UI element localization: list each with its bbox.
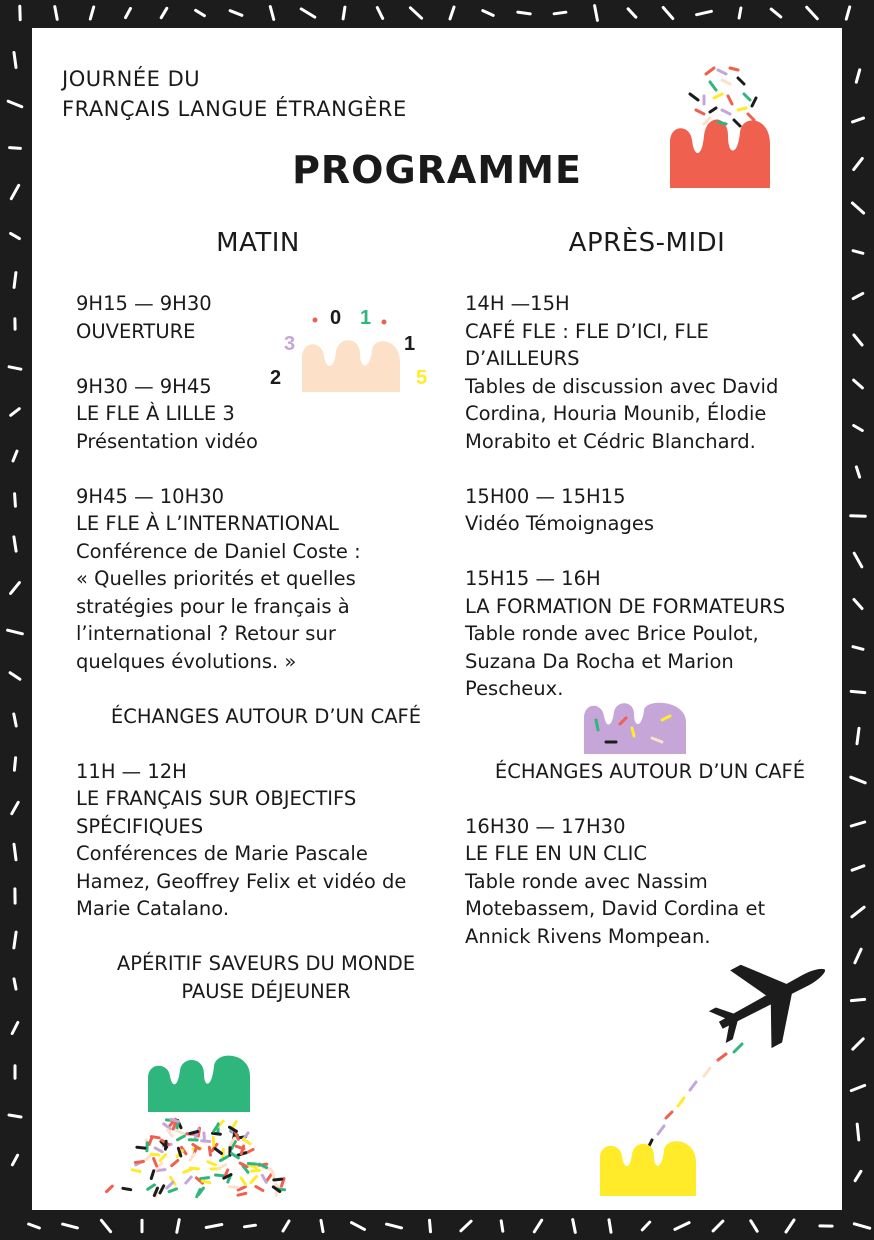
- session-title: LE FLE EN UN CLIC: [465, 842, 647, 865]
- border-dash: [14, 758, 15, 770]
- session-time: 15H15 — 16H: [465, 567, 601, 590]
- session-desc: Morabito et Cédric Blanchard.: [465, 429, 756, 453]
- border-dash: [196, 10, 205, 15]
- border-dash: [854, 335, 862, 345]
- cake-number: 3: [284, 333, 296, 355]
- session-desc: Hamez, Geoffrey Felix et vidéo de: [76, 869, 407, 893]
- apres-midi-heading: APRÈS-MIDI: [568, 228, 726, 258]
- border-dash: [63, 1224, 78, 1228]
- header-line-1: JOURNÉE DU: [62, 67, 201, 91]
- border-dash: [751, 1221, 757, 1231]
- border-dash: [14, 537, 16, 551]
- border-dash: [14, 979, 16, 989]
- session-title: LA FORMATION DE FORMATEURS: [465, 594, 786, 618]
- cake-number: 0: [330, 307, 342, 329]
- border-dash: [854, 426, 863, 431]
- border-dash: [851, 1085, 864, 1090]
- border-dash: [846, 7, 849, 19]
- green-cake-icon: [102, 1048, 312, 1200]
- sprinkle: [166, 1141, 167, 1149]
- sprinkle: [216, 1175, 224, 1176]
- sprinkle: [256, 1187, 263, 1191]
- session-title: LE FLE À LILLE 3: [76, 402, 235, 425]
- sprinkle: [167, 1130, 172, 1137]
- cake-number: 2: [270, 367, 282, 389]
- border-dash: [713, 1221, 723, 1231]
- sprinkle: [244, 1139, 251, 1144]
- border-dash: [14, 714, 16, 726]
- session-desc: Motebassem, David Cordina et: [465, 897, 766, 920]
- border-dash: [55, 7, 57, 20]
- border-dash: [177, 1220, 179, 1233]
- lunch-break: PAUSE DÉJEUNER: [181, 979, 351, 1003]
- border-dash: [851, 999, 864, 1000]
- header-line-2: FRANÇAIS LANGUE ÉTRANGÈRE: [62, 97, 407, 121]
- sprinkle: [208, 1162, 215, 1165]
- border-dash: [13, 451, 17, 461]
- border-dash: [851, 691, 865, 692]
- border-dash: [410, 8, 421, 18]
- sprinkle: [151, 1137, 159, 1138]
- border-dash: [450, 7, 454, 19]
- border-dash: [501, 1221, 503, 1231]
- border-dash: [10, 673, 20, 680]
- session-time: 9H45 — 10H30: [76, 484, 225, 508]
- sprinkle: [190, 1154, 195, 1161]
- sprinkle: [186, 1177, 191, 1183]
- event-header: [62, 64, 407, 124]
- border-dash: [853, 251, 863, 254]
- border-dash: [771, 9, 781, 17]
- page-title: PROGRAMME: [292, 148, 582, 192]
- border-dash: [483, 11, 493, 16]
- border-dash: [853, 293, 863, 298]
- sprinkle: [251, 1177, 256, 1183]
- border-dash: [854, 380, 863, 388]
- sprinkle: [155, 1148, 162, 1152]
- birthday-cake-icon: [264, 298, 440, 398]
- sprinkle: [171, 1119, 179, 1121]
- session-title: LE FLE À L’INTERNATIONAL: [76, 512, 339, 535]
- sprinkle: [176, 1130, 183, 1133]
- cake-number: 1: [360, 307, 372, 329]
- border-dash: [230, 11, 242, 16]
- border-dash: [857, 1124, 859, 1140]
- sprinkle: [160, 1186, 164, 1193]
- sprinkle: [151, 1171, 153, 1179]
- session-desc: Cordina, Houria Mounib, Élodie: [465, 402, 767, 425]
- session-time: 11H — 12H: [76, 759, 187, 783]
- session-title: SPÉCIFIQUES: [76, 814, 204, 838]
- border-dash: [853, 1039, 863, 1049]
- session-title: OUVERTURE: [76, 319, 196, 343]
- sprinkle: [169, 1189, 176, 1192]
- sprinkle: [204, 1133, 205, 1141]
- border-dash: [161, 8, 167, 17]
- border-dash: [675, 1223, 689, 1230]
- border-dash: [853, 118, 864, 122]
- border-dash: [377, 8, 382, 19]
- border-dash: [628, 9, 636, 17]
- border-dash: [534, 1220, 541, 1232]
- sprinkle: [167, 1182, 173, 1188]
- session-time: 9H15 — 9H30: [76, 292, 212, 315]
- border-dash: [29, 1224, 40, 1228]
- apres-midi-column: [465, 290, 835, 950]
- border-dash: [854, 158, 863, 169]
- session-time: 16H30 — 17H30: [465, 814, 626, 838]
- border-dash: [14, 273, 16, 288]
- border-dash: [301, 9, 315, 17]
- session-title: CAFÉ FLE : FLE D’ICI, FLE: [465, 319, 709, 343]
- session-desc: Marie Catalano.: [76, 897, 230, 920]
- sprinkle: [172, 1161, 178, 1166]
- sprinkle: [178, 1136, 185, 1140]
- border-dash: [14, 844, 16, 860]
- border-dash: [14, 932, 16, 948]
- border-dash: [343, 7, 345, 19]
- border-dash: [430, 1220, 431, 1231]
- session-desc: Vidéo Témoignages: [465, 512, 654, 535]
- sprinkle: [136, 1162, 144, 1163]
- border-dash: [518, 12, 530, 14]
- lilac-cake-icon: [582, 698, 688, 758]
- session-time: 9H30 — 9H45: [76, 374, 212, 398]
- border-dash: [786, 1220, 794, 1232]
- border-dash: [352, 1223, 365, 1230]
- border-dash: [321, 1220, 323, 1231]
- session-desc: Table ronde avec Nassim: [465, 869, 708, 893]
- session-desc: Annick Rivens Mompean.: [465, 924, 711, 948]
- border-dash: [12, 1023, 18, 1034]
- sprinkle: [137, 1147, 145, 1148]
- sprinkle: [184, 1170, 192, 1173]
- cake-number: 1: [404, 333, 416, 355]
- border-dash: [90, 7, 93, 19]
- sprinkle: [132, 1170, 140, 1172]
- border-dash: [206, 1225, 222, 1228]
- session-desc: Tables de discussion avec David: [465, 374, 779, 398]
- sprinkle: [267, 1175, 272, 1182]
- border-dash: [270, 7, 273, 20]
- border-dash: [852, 907, 864, 917]
- border-dash: [663, 8, 673, 19]
- session-desc: stratégies pour le français à: [76, 594, 350, 618]
- session-desc: l’international ? Retour sur: [76, 622, 336, 645]
- border-dash: [852, 866, 864, 870]
- border-dash: [854, 600, 862, 609]
- session-desc: Conférences de Marie Pascale: [76, 842, 368, 865]
- border-dash: [9, 367, 21, 369]
- sprinkle: [213, 1133, 221, 1134]
- border-dash: [856, 467, 859, 477]
- border-dash: [245, 1225, 256, 1227]
- border-dash: [642, 1222, 649, 1230]
- border-dash: [854, 553, 862, 567]
- coral-cake-icon: [660, 64, 780, 190]
- sprinkle: [151, 1154, 159, 1155]
- sprinkle: [149, 1137, 152, 1144]
- sprinkle: [202, 1181, 210, 1183]
- coffee-break: ÉCHANGES AUTOUR D’UN CAFÉ: [494, 759, 806, 783]
- session-desc: Présentation vidéo: [76, 429, 258, 453]
- sprinkle: [219, 1165, 226, 1169]
- sprinkle: [274, 1179, 282, 1180]
- border-dash: [101, 1220, 110, 1231]
- sprinkle: [238, 1187, 245, 1190]
- matin-heading: MATIN: [216, 228, 300, 258]
- sprinkle: [107, 1186, 113, 1192]
- border-dash: [573, 1220, 576, 1233]
- border-dash: [856, 70, 859, 82]
- sprinkle: [241, 1178, 245, 1185]
- border-dash: [855, 1171, 861, 1180]
- airplane-icon: [592, 950, 832, 1200]
- sprinkle: [123, 1188, 131, 1189]
- sprinkle: [160, 1155, 166, 1161]
- border-dash: [609, 1220, 611, 1232]
- border-dash: [697, 11, 712, 14]
- sprinkle: [230, 1187, 238, 1188]
- border-dash: [126, 8, 131, 17]
- border-dash: [11, 409, 20, 416]
- sprinkle: [252, 1170, 260, 1171]
- session-desc: Conférence de Daniel Coste :: [76, 539, 361, 563]
- border-dash: [9, 1115, 21, 1117]
- sprinkle: [190, 1132, 198, 1134]
- session-desc: « Quelles priorités et quelles: [76, 567, 356, 590]
- sprinkle: [157, 1170, 165, 1171]
- session-desc: Table ronde avec Brice Poulot,: [465, 622, 759, 645]
- border-dash: [461, 1221, 471, 1231]
- sprinkle: [238, 1193, 246, 1195]
- sprinkle: [248, 1164, 256, 1165]
- border-dash: [283, 1221, 289, 1231]
- border-dash: [739, 8, 741, 18]
- border-dash: [8, 630, 23, 634]
- sprinkle: [154, 1159, 157, 1166]
- border-dash: [12, 802, 18, 813]
- programme-page: [32, 28, 842, 1210]
- border-dash: [14, 53, 16, 68]
- sprinkle: [262, 1175, 266, 1182]
- border-dash: [387, 1224, 402, 1228]
- cake-number: 5: [416, 367, 428, 389]
- sprinkle: [145, 1155, 151, 1160]
- border-dash: [857, 728, 859, 743]
- border-dash: [851, 822, 864, 826]
- border-dash: [11, 185, 18, 198]
- sprinkle: [148, 1185, 155, 1189]
- sprinkle: [272, 1171, 274, 1179]
- lunch-break: APÉRITIF SAVEURS DU MONDE: [116, 952, 416, 975]
- session-title: D’AILLEURS: [465, 347, 580, 370]
- border-dash: [807, 7, 818, 19]
- border-dash: [15, 494, 16, 506]
- session-desc: Pescheux.: [465, 677, 564, 700]
- session-title: LE FRANÇAIS SUR OBJECTIFS: [76, 787, 357, 810]
- session-time: 14H —15H: [465, 292, 570, 315]
- border-dash: [8, 101, 22, 107]
- border-dash: [11, 583, 20, 594]
- border-dash: [855, 949, 861, 963]
- session-time: 15H00 — 15H15: [465, 484, 626, 508]
- sprinkle: [209, 1147, 210, 1155]
- border-dash: [853, 647, 863, 650]
- session-desc: Suzana Da Rocha et Marion: [465, 649, 734, 673]
- border-dash: [854, 1224, 869, 1228]
- border-dash: [12, 1155, 17, 1165]
- sprinkle: [240, 1163, 247, 1167]
- border-dash: [10, 148, 21, 149]
- session-desc: quelques évolutions. »: [76, 649, 297, 673]
- border-dash: [851, 777, 865, 783]
- coffee-break: ÉCHANGES AUTOUR D’UN CAFÉ: [110, 704, 422, 728]
- border-dash: [595, 6, 598, 21]
- sprinkle: [201, 1178, 209, 1179]
- border-dash: [852, 203, 863, 213]
- border-dash: [11, 233, 20, 238]
- border-dash: [554, 12, 566, 14]
- sprinkle: [215, 1149, 221, 1154]
